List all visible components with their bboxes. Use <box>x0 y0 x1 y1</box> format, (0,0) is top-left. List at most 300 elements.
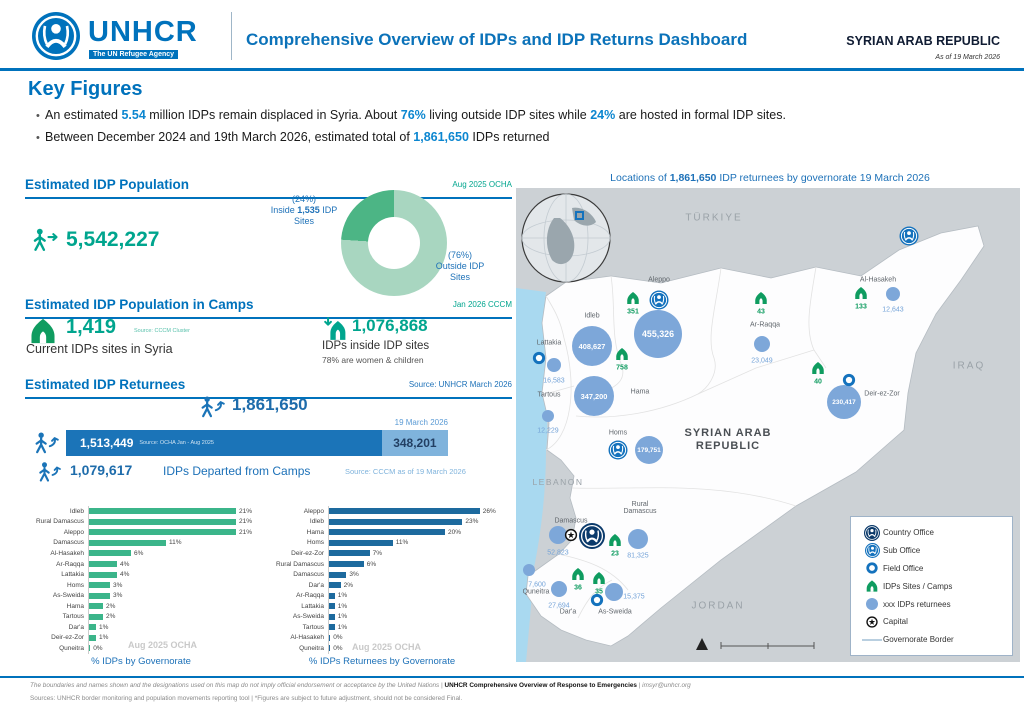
bar-category-label: Damascus <box>53 539 84 547</box>
bar-fill <box>89 582 110 588</box>
bar-track <box>328 611 502 622</box>
footer-line-2: Sources: UNHCR border monitoring and population movements reporting tool | *Figures are subject to future adjustment, should not be considered Final. <box>30 695 463 702</box>
page-title: Comprehensive Overview of IDPs and IDP Returns Dashboard <box>246 30 748 49</box>
bar-value: 3% <box>113 581 123 589</box>
bar-track <box>88 527 260 538</box>
chart-returnees-by-governorate <box>262 506 502 654</box>
governorate-label: Hama <box>630 388 650 396</box>
idp-camp-icon <box>615 348 630 361</box>
chart-right-title: % IDPs Returnees by Governorate <box>308 656 456 667</box>
idps-inside-count: 1,076,868 <box>352 316 428 335</box>
sub-office-icon <box>609 441 628 460</box>
bar-category-label: Homs <box>67 581 84 589</box>
bar-track <box>328 538 502 549</box>
kf2-value-returned: 1,861,650 <box>413 130 469 144</box>
bar-fill <box>329 582 341 588</box>
legend-item <box>861 560 1002 578</box>
bar-category-label: Hama <box>306 528 324 536</box>
legend-label: Field Office <box>883 563 924 573</box>
bar-row <box>22 611 260 622</box>
bar-row <box>22 590 260 601</box>
bar-category-label: Quneitra <box>299 644 324 652</box>
donut-label-outside <box>412 250 508 283</box>
idp-population-total: 5,542,227 <box>66 228 160 251</box>
bar-value: 21% <box>239 507 253 515</box>
bar-row <box>262 611 502 622</box>
governorate-label: Damascus <box>554 517 588 525</box>
footer-product-name: UNHCR Comprehensive Overview of Response to Emergencies <box>444 682 637 689</box>
bar-category-label: Idleb <box>309 518 324 526</box>
returnees-source: Source: UNHCR March 2026 <box>408 380 512 389</box>
map-title-prefix: Locations of <box>610 172 670 184</box>
bar-row <box>22 506 260 517</box>
unhcr-logo-icon <box>32 12 80 60</box>
returnees-bar-secondary-value: 348,201 <box>393 436 437 450</box>
key-figure-bullet-1 <box>45 108 786 122</box>
idp-population-source: Aug 2025 OCHA <box>452 180 512 189</box>
camps-source: Jan 2026 CCCM <box>452 300 512 309</box>
bar-category-label: Quneitra <box>59 644 84 652</box>
idp-camp-icon <box>811 362 826 375</box>
kf2-text2: IDPs returned <box>468 130 550 144</box>
legend-item <box>861 524 1002 542</box>
legend-label: xxx IDPs returnees <box>883 599 951 609</box>
bar-category-label: Homs <box>307 539 324 547</box>
bar-fill <box>89 508 236 514</box>
bar-row <box>22 548 260 559</box>
bar-category-label: Rural Damascus <box>275 560 324 568</box>
field-office-icon <box>843 374 856 387</box>
legend-label: IDPs Sites / Camps <box>883 581 953 591</box>
bar-value: 3% <box>349 571 359 579</box>
bubble-value: 16,583 <box>543 377 565 385</box>
bubble-circle: 408,627 <box>572 326 612 366</box>
country-label: TÜRKIYE <box>685 212 743 224</box>
bar-category-label: As-Sweida <box>292 613 324 621</box>
bar-category-label: As-Sweida <box>52 592 84 600</box>
bubble-circle <box>551 581 567 597</box>
bar-track <box>328 548 502 559</box>
key-figure-bullet-2 <box>45 130 549 144</box>
bar-value: 1% <box>337 592 348 600</box>
bar-fill <box>89 635 96 641</box>
returnees-bar-main-segment <box>66 430 382 456</box>
bubble-circle: 455,326 <box>634 310 682 358</box>
bar-fill <box>89 593 110 599</box>
bar-value: 26% <box>482 507 496 515</box>
bubble-value: 15,375 <box>623 593 645 601</box>
idp-camp-icon <box>571 568 586 581</box>
sub-office-icon <box>900 227 919 246</box>
country-name: SYRIAN ARAB REPUBLIC <box>846 34 1000 48</box>
chart-idps-by-governorate <box>22 506 260 654</box>
inside-line3: Sites <box>293 216 314 226</box>
idp-returnees-bubble <box>523 564 535 576</box>
bubble-value: 7,600 <box>528 581 546 589</box>
kf2-text: Between December 2024 and 19th March 2026, estimated total of <box>45 130 414 144</box>
outside-pct: (76%) <box>447 250 472 260</box>
bubble-circle <box>754 336 770 352</box>
idp-camp-icon <box>608 534 623 547</box>
idp-returnees-bubble <box>628 529 648 549</box>
bar-track <box>88 622 260 633</box>
bar-value: 11% <box>395 539 409 547</box>
bar-fill <box>329 603 335 609</box>
returnees-date: 19 March 2026 <box>394 418 448 427</box>
bar-value: 21% <box>239 518 253 526</box>
bar-fill <box>329 519 462 525</box>
bar-fill <box>329 508 480 514</box>
bar-track <box>88 611 260 622</box>
governorate-label: As-Sweida <box>598 608 632 616</box>
bar-track <box>328 559 502 570</box>
bar-category-label: Deir-ez-Zor <box>51 634 84 642</box>
bar-category-label: Lattakia <box>61 571 84 579</box>
bar-category-label: Lattakia <box>301 602 324 610</box>
idp-camp-icon <box>626 292 641 305</box>
bar-category-label: Tartous <box>302 623 324 631</box>
kf1-text: An estimated <box>45 108 122 122</box>
chart-left-title: % IDPs by Governorate <box>91 656 191 667</box>
idp-returnees-bubble <box>635 436 663 464</box>
bubble-circle: 230,417 <box>827 385 861 419</box>
kf1-text3: living outside IDP sites while <box>425 108 591 122</box>
bar-row <box>22 538 260 549</box>
bubble-circle: 347,200 <box>574 376 614 416</box>
governorate-label: Homs <box>608 429 628 437</box>
bubble-circle: 179,751 <box>635 436 663 464</box>
bar-fill <box>329 624 335 630</box>
bar-track <box>328 601 502 612</box>
legend-item <box>861 595 1002 613</box>
governorate-label: Idleb <box>584 312 600 320</box>
legend-label: Governorate Border <box>883 635 954 645</box>
idp-camp-icon <box>854 287 869 300</box>
bar-fill <box>89 624 96 630</box>
bar-track <box>328 580 502 591</box>
bar-value: 4% <box>120 560 130 568</box>
inside-pct: (24%) <box>291 194 316 204</box>
returnees-total: 1,861,650 <box>232 395 308 414</box>
bar-row <box>262 601 502 612</box>
kf1-value-idps: 5.54 <box>121 108 146 122</box>
legend-label: Country Office <box>883 528 934 538</box>
bar-category-label: Al-Hasakeh <box>50 549 84 557</box>
camp-sites-count: 40 <box>814 378 822 386</box>
bar-row <box>22 580 260 591</box>
idp-returnees-bubble <box>542 410 554 422</box>
bar-fill <box>329 550 370 556</box>
bubble-circle <box>542 410 554 422</box>
bar-row <box>22 622 260 633</box>
bar-value: 1% <box>337 613 348 621</box>
bar-category-label: Aleppo <box>303 507 324 515</box>
bar-track <box>328 590 502 601</box>
bar-track <box>88 590 260 601</box>
kf1-value-inside-pct: 24% <box>590 108 616 122</box>
bar-value: 0% <box>333 634 343 642</box>
bar-fill <box>329 572 346 578</box>
bar-row <box>22 517 260 528</box>
bar-track <box>88 517 260 528</box>
bar-row <box>22 559 260 570</box>
bubble-circle <box>547 358 561 372</box>
departed-source: Source: CCCM as of 19 March 2026 <box>345 467 466 476</box>
bar-track <box>88 506 260 517</box>
idp-returnees-bubble <box>574 376 614 416</box>
governorate-label: Al-Hasakeh <box>859 276 897 284</box>
bar-track <box>328 569 502 580</box>
governorate-label: Dar'a <box>559 608 577 616</box>
bubble-value: 81,325 <box>627 552 649 560</box>
bullet-dot: • <box>36 132 40 144</box>
bar-track <box>328 506 502 517</box>
idp-population-title: Estimated IDP Population <box>25 177 190 192</box>
country-office-icon <box>579 523 605 549</box>
legend-label: Capital <box>883 617 908 627</box>
bar-category-label: Aleppo <box>63 528 84 536</box>
idp-returnees-bubble <box>886 287 900 301</box>
camp-sites-count: 133 <box>855 303 867 311</box>
outside-line3: Sites <box>449 272 470 282</box>
bubble-value: 27,694 <box>548 602 570 610</box>
bar-track <box>88 559 260 570</box>
map-title <box>520 172 1020 184</box>
bar-row <box>262 590 502 601</box>
departed-label: IDPs Departed from Camps <box>163 464 311 478</box>
bar-value: 0% <box>93 644 103 652</box>
logo-tagline: The UN Refugee Agency <box>89 50 178 59</box>
bar-fill <box>89 645 90 651</box>
legend-item <box>861 613 1002 631</box>
camp-sites-count: 758 <box>616 364 628 372</box>
bar-category-label: Dar'a <box>68 623 84 631</box>
bar-row <box>262 548 502 559</box>
chart-left-annotation: Aug 2025 OCHA <box>128 640 198 650</box>
country-label: LEBANON <box>532 477 584 487</box>
bar-fill <box>89 572 117 578</box>
syria-map <box>516 188 1020 662</box>
footer-rule <box>0 676 1024 678</box>
departed-person-icon <box>36 462 62 488</box>
legend-item <box>861 542 1002 560</box>
idps-inside-sublabel: 78% are women & children <box>322 355 424 365</box>
bar-value: 1% <box>337 602 348 610</box>
bubble-circle <box>628 529 648 549</box>
capital-icon <box>861 616 883 628</box>
capital-icon <box>565 529 578 542</box>
camp-sites-count: 23 <box>611 550 619 558</box>
bubble-value: 23,049 <box>751 357 773 365</box>
bar-track <box>328 622 502 633</box>
camp-sites-count: 351 <box>627 308 639 316</box>
bar-row <box>262 559 502 570</box>
bar-value: 1% <box>337 623 348 631</box>
bubble-circle <box>523 564 535 576</box>
bar-category-label: Hama <box>66 602 84 610</box>
bar-value: 21% <box>239 528 253 536</box>
chart-right-annotation: Aug 2025 OCHA <box>352 642 422 652</box>
bar-row <box>262 569 502 580</box>
bar-row <box>262 538 502 549</box>
idps-inside-label: IDPs inside IDP sites <box>322 340 430 352</box>
bar-value: 6% <box>366 560 377 568</box>
camp-icon <box>861 580 883 592</box>
governorate-label: Lattakia <box>536 339 562 347</box>
country-label: SYRIAN ARAB REPUBLIC <box>684 427 772 452</box>
bar-value: 23% <box>465 518 479 526</box>
bar-fill <box>329 529 445 535</box>
bar-track <box>328 527 502 538</box>
bar-value: 2% <box>106 613 116 621</box>
bar-fill <box>89 550 131 556</box>
legend-item <box>861 631 1002 649</box>
bar-category-label: Idleb <box>69 507 84 515</box>
governorate-label: Rural Damascus <box>623 501 657 515</box>
idp-returnees-bubble <box>547 358 561 372</box>
logo-wordmark: UNHCR <box>88 16 198 48</box>
idp-camp-icon <box>754 292 769 305</box>
camp-sites-count: 36 <box>574 584 582 592</box>
bar-row <box>22 601 260 612</box>
donut-label-inside <box>246 194 362 227</box>
legend-item <box>861 577 1002 595</box>
returnee-person-icon <box>198 396 226 424</box>
bar-fill <box>89 603 103 609</box>
returnees-title: Estimated IDP Returnees <box>25 377 186 392</box>
bubble-circle <box>886 287 900 301</box>
header-rule <box>0 68 1024 71</box>
bubble-icon <box>861 598 883 610</box>
camp-sites-label: Current IDPs sites in Syria <box>26 342 173 356</box>
bar-value: 3% <box>113 592 123 600</box>
bar-track <box>328 517 502 528</box>
returnees-stacked-bar <box>66 430 448 456</box>
returnees-bar-main-source: Source: OCHA Jan - Aug 2025 <box>139 440 214 446</box>
bar-category-label: Tartous <box>62 613 84 621</box>
bar-category-label: Damascus <box>293 571 324 579</box>
bar-value: 4% <box>120 571 130 579</box>
bar-track <box>88 580 260 591</box>
governorate-label: Aleppo <box>648 276 670 284</box>
bar-fill <box>89 529 236 535</box>
bar-fill <box>89 614 103 620</box>
departed-value: 1,079,617 <box>70 462 133 478</box>
camps-title: Estimated IDP Population in Camps <box>25 297 254 312</box>
bubble-value: 52,823 <box>547 549 569 557</box>
bullet-dot: • <box>36 110 40 122</box>
bar-fill <box>329 635 330 641</box>
governorate-label: Tartous <box>537 391 561 399</box>
bar-fill <box>329 593 335 599</box>
country-label: JORDAN <box>691 600 745 612</box>
bar-track <box>88 601 260 612</box>
bar-fill <box>329 645 330 651</box>
field-office-icon <box>533 352 546 365</box>
bar-value: 11% <box>169 539 182 547</box>
bar-fill <box>329 540 393 546</box>
bar-row <box>22 527 260 538</box>
bar-fill <box>329 561 364 567</box>
kf1-text4: are hosted in formal IDP sites. <box>615 108 786 122</box>
bar-category-label: Ar-Raqqa <box>56 560 84 568</box>
office-field-icon <box>861 562 883 574</box>
bar-value: 20% <box>448 528 462 536</box>
idp-returnees-bubble <box>754 336 770 352</box>
footer-line-1 <box>30 682 691 689</box>
bar-fill <box>89 561 117 567</box>
key-figures-heading: Key Figures <box>28 78 143 100</box>
bar-value: 7% <box>372 549 382 557</box>
bar-value: 1% <box>99 634 109 642</box>
bar-fill <box>89 540 166 546</box>
bar-category-label: Al-Hasakeh <box>290 634 324 642</box>
inside-sites-count: 1,535 <box>297 205 320 215</box>
bar-row <box>262 580 502 591</box>
as-of-date: As of 19 March 2026 <box>935 54 1000 61</box>
camp-sites-source: Source: CCCM Cluster <box>134 328 190 334</box>
walking-person-icon <box>30 228 60 258</box>
bar-track <box>88 569 260 580</box>
camp-sites-count: 1,419 <box>66 316 117 338</box>
bar-value: 0% <box>333 644 343 652</box>
kf1-text2: million IDPs remain displaced in Syria. About <box>145 108 401 122</box>
governorate-label: Ar-Raqqa <box>750 321 780 329</box>
border-icon <box>861 639 883 641</box>
bubble-value: 12,229 <box>537 427 559 435</box>
returnees-bar-secondary-segment <box>382 430 448 456</box>
camp-sites-count: 35 <box>595 588 603 596</box>
bar-row <box>262 517 502 528</box>
camp-sites-count: 43 <box>757 308 765 316</box>
governorate-label: Quneitra <box>522 588 550 596</box>
footer-contact-email: | imsyr@unhcr.org <box>636 682 691 689</box>
bar-value: 6% <box>134 549 144 557</box>
bubble-value: 12,643 <box>882 306 904 314</box>
inside-pre: Inside <box>270 205 298 215</box>
inside-post: IDP <box>319 205 338 215</box>
returnees-bar-main-value: 1,513,449 <box>80 436 134 450</box>
bar-value: 1% <box>99 623 109 631</box>
map-legend <box>850 516 1013 656</box>
map-title-suffix: IDP returnees by governorate 19 March 2026 <box>716 172 930 184</box>
footer-disclaimer: The boundaries and names shown and the designations used on this map do not imply official endorsement or acceptance by the United Nations | <box>30 682 445 689</box>
bar-fill <box>329 614 335 620</box>
idp-returnees-bubble <box>572 326 612 366</box>
idp-returnees-bubble <box>634 310 682 358</box>
country-label: IRAQ <box>952 360 986 372</box>
idp-returnees-bubble <box>827 385 861 419</box>
bar-category-label: Ar-Raqqa <box>296 592 324 600</box>
bar-row <box>262 622 502 633</box>
bar-row <box>262 527 502 538</box>
idp-returnees-bubble <box>551 581 567 597</box>
legend-label: Sub Office <box>883 546 921 556</box>
bar-category-label: Deir-ez-Zor <box>291 549 324 557</box>
outside-line2: Outside IDP <box>435 261 485 271</box>
bar-fill <box>89 519 236 525</box>
returnee-bar-person-icon <box>32 432 60 460</box>
bar-track <box>88 538 260 549</box>
office-sub-icon <box>861 543 883 558</box>
header-divider <box>231 12 232 60</box>
sub-office-icon <box>650 291 669 310</box>
kf1-value-outside-pct: 76% <box>400 108 426 122</box>
office-country-icon <box>861 525 883 541</box>
bar-category-label: Dar'a <box>308 581 324 589</box>
governorate-label: Deir-ez-Zor <box>864 390 900 398</box>
bar-row <box>262 506 502 517</box>
